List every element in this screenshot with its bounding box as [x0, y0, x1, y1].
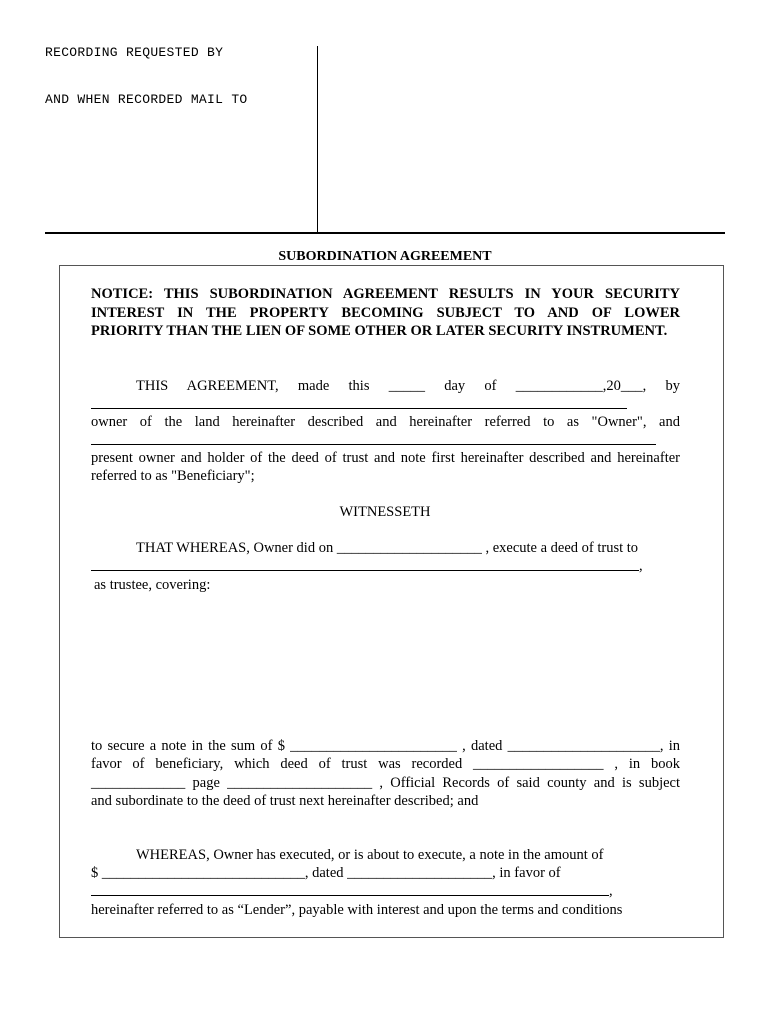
blank-lender-name [91, 895, 609, 896]
agreement-line-3: present owner and holder of the deed of trust and note first hereinafter described and hereinafter [91, 450, 680, 466]
whereas-2-comma: , [609, 883, 613, 899]
notice-line-3: PRIORITY THAN THE LIEN OF SOME OTHER OR LATER SECURITY INSTRUMENT. [91, 323, 668, 339]
whereas-2-line-2: $ ____________________________, dated ____________________, in favor of [91, 865, 561, 881]
note-line-2: favor of beneficiary, which deed of trust was recorded __________________ , in book [91, 756, 680, 772]
whereas-1-line-1: THAT WHEREAS, Owner did on ____________________ , execute a deed of trust to [136, 540, 639, 556]
blank-owner-name [91, 408, 627, 409]
blank-beneficiary-name [91, 444, 656, 445]
agreement-line-2: owner of the land hereinafter described and hereinafter referred to as "Owner", and [91, 414, 680, 430]
note-line-1: to secure a note in the sum of $ _______________________ , dated _____________________, in [91, 738, 680, 754]
mail-to-label: AND WHEN RECORDED MAIL TO [45, 92, 248, 107]
header-divider-vertical [317, 46, 318, 232]
witnesseth-heading: WITNESSETH [339, 504, 431, 520]
whereas-1-comma: , [639, 558, 643, 574]
agreement-body-frame [59, 265, 724, 938]
note-line-3: _____________ page ____________________ , Official Records of said county and is subject [91, 775, 680, 791]
whereas-2-line-4: hereinafter referred to as “Lender”, payable with interest and upon the terms and conditions [91, 902, 623, 918]
agreement-line-4: referred to as "Beneficiary"; [91, 468, 255, 484]
recording-requested-label: RECORDING REQUESTED BY [45, 45, 224, 60]
whereas-1-line-3: as trustee, covering: [94, 577, 211, 593]
notice-line-2: INTEREST IN THE PROPERTY BECOMING SUBJECT TO AND OF LOWER [91, 305, 680, 321]
document-title: SUBORDINATION AGREEMENT [278, 249, 492, 264]
note-line-4: and subordinate to the deed of trust next hereinafter described; and [91, 793, 479, 809]
whereas-2-line-1: WHEREAS, Owner has executed, or is about to execute, a note in the amount of [136, 847, 604, 863]
blank-trustee-name [91, 570, 639, 571]
notice-line-1: NOTICE: THIS SUBORDINATION AGREEMENT RESULTS IN YOUR SECURITY [91, 286, 680, 302]
agreement-line-1: THIS AGREEMENT, made this _____ day of ____________,20___, by [136, 378, 680, 394]
header-divider-horizontal [45, 232, 725, 234]
